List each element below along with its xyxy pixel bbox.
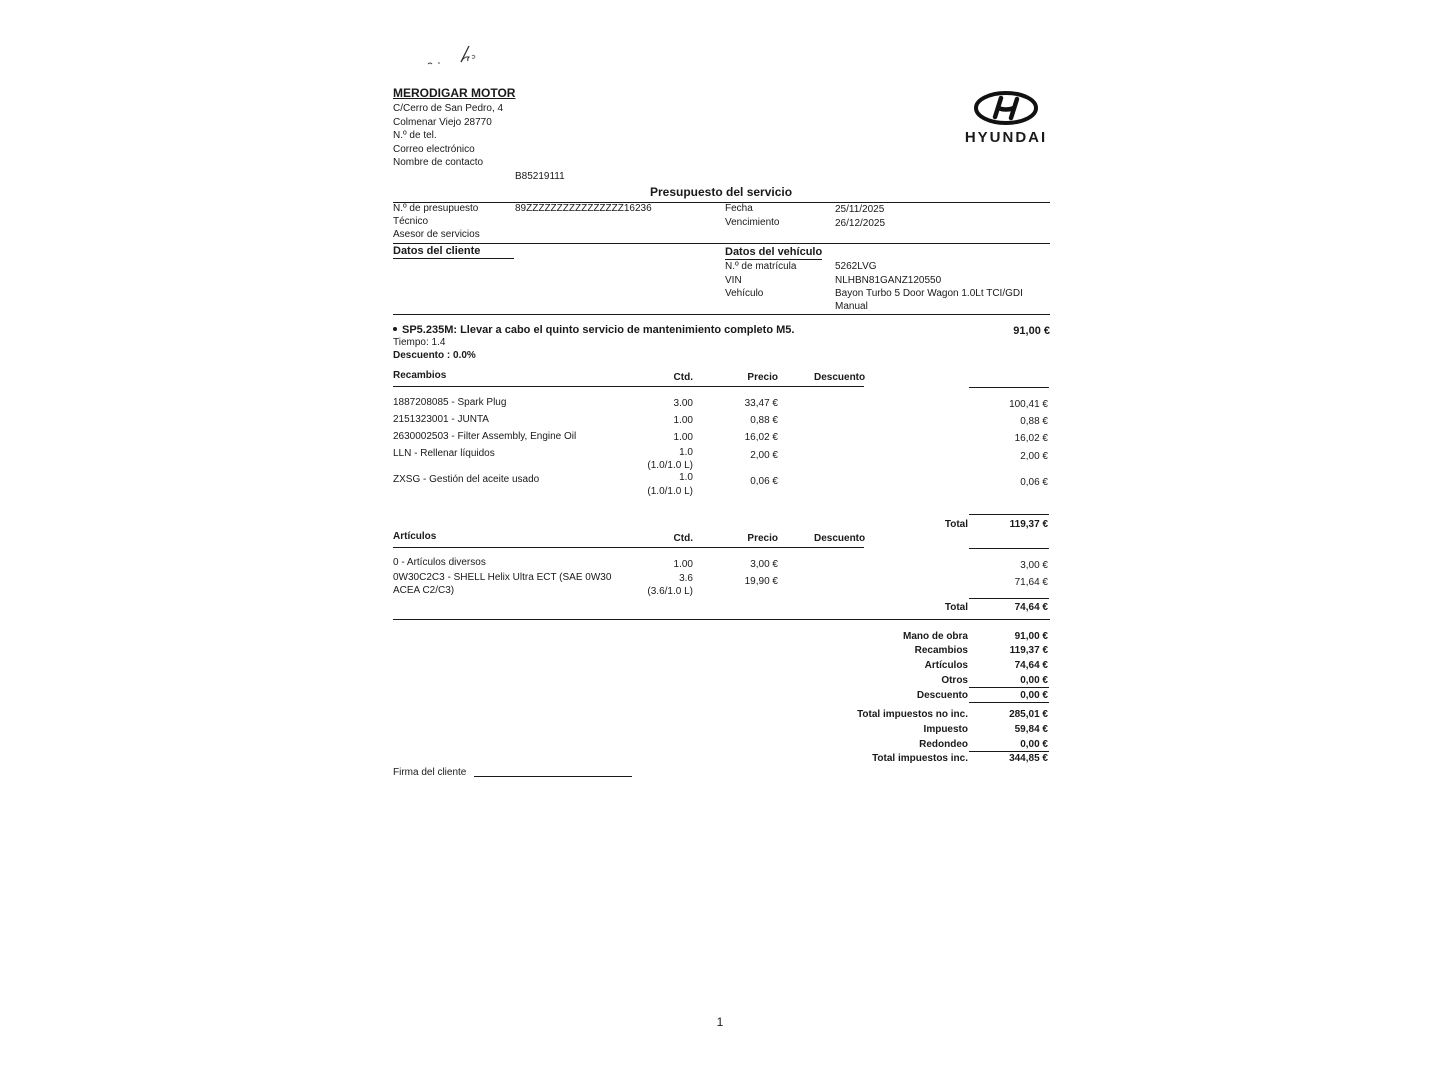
part-qty: 1.00 [673,432,693,443]
service-title [393,325,794,336]
divider [725,259,822,260]
hyundai-logo-icon [960,88,1052,128]
part-name: 1887208085 - Spark Plug [393,397,507,408]
summary-label: Recambios [914,645,968,656]
article-total: 3,00 € [1020,560,1048,571]
summary-label: Impuesto [923,724,968,735]
part-price: 0,06 € [750,476,778,487]
vehicle-transmission: Manual [835,301,868,312]
part-price: 33,47 € [744,398,778,409]
article-price: 3,00 € [750,559,778,570]
articles-header-qty: Ctd. [673,533,693,544]
service-price: 91,00 € [1013,325,1050,337]
company-address-line2: Colmenar Viejo 28770 [393,117,492,128]
summary-label: Mano de obra [902,631,968,642]
summary-value: 0,00 € [1020,690,1048,701]
document-title: Presupuesto del servicio [650,185,793,199]
parts-total-value: 119,37 € [1009,519,1048,530]
parts-header-price: Precio [747,372,778,383]
articles-total-value: 74,64 € [1014,602,1048,613]
summary-value: 91,00 € [1014,631,1048,642]
articles-total-label: Total [944,602,968,613]
divider [969,598,1049,599]
divider [969,387,1049,388]
vehicle-heading: Datos del vehículo [725,246,823,258]
divider [393,202,1050,203]
part-price: 16,02 € [744,432,778,443]
company-phone-label: N.º de tel. [393,130,437,141]
divider [393,258,514,259]
vin-value: NLHBN81GANZ120550 [835,275,942,286]
parts-header-qty: Ctd. [673,372,693,383]
divider [393,386,864,387]
part-qty: 1.0 [679,447,693,458]
advisor-label: Asesor de servicios [393,229,480,240]
company-name: MERODIGAR MOTOR [393,86,516,100]
part-total: 16,02 € [1014,433,1048,444]
quote-due-label: Vencimiento [725,217,780,228]
company-address-line1: C/Cerro de San Pedro, 4 [393,103,504,114]
article-name: 0W30C2C3 - SHELL Helix Ultra ECT (SAE 0W30 [393,572,612,583]
part-name: LLN - Rellenar líquidos [393,448,495,459]
summary-label: Otros [941,675,968,686]
articles-header-discount: Descuento [814,533,866,544]
article-name: 0 - Artículos diversos [393,557,486,568]
company-contact-label: Nombre de contacto [393,157,484,168]
technician-label: Técnico [393,216,429,227]
page-number: 1 [716,1015,724,1029]
client-heading: Datos del cliente [393,245,481,257]
parts-total-label: Total [944,519,968,530]
part-qty: 3.00 [673,398,693,409]
divider [393,243,1050,244]
part-price: 0,88 € [750,415,778,426]
part-qty-detail: (1.0/1.0 L) [647,486,693,497]
part-qty: 1.0 [679,472,693,483]
summary-value: 285,01 € [1009,709,1048,720]
part-total: 0,88 € [1020,416,1048,427]
articles-header-price: Precio [747,533,778,544]
quote-number-value: 89ZZZZZZZZZZZZZZZZ16236 [515,203,652,214]
plate-value: 5262LVG [835,261,877,272]
divider [969,514,1049,515]
summary-label: Descuento [916,690,968,701]
summary-value: 0,00 € [1020,739,1048,750]
parts-header-name: Recambios [393,370,447,381]
brand-name: HYUNDAI [964,129,1048,146]
divider [393,547,864,548]
handwritten-mark-icon [425,42,485,72]
vehicle-model: Bayon Turbo 5 Door Wagon 1.0Lt TCI/GDI [835,288,1023,299]
summary-label: Redondeo [919,739,968,750]
company-email-label: Correo electrónico [393,144,475,155]
divider [969,751,1049,752]
plate-label: N.º de matrícula [725,261,797,272]
article-total: 71,64 € [1014,577,1048,588]
divider [969,548,1049,549]
article-price: 19,90 € [744,576,778,587]
part-qty: 1.00 [673,415,693,426]
quote-date-value: 25/11/2025 [835,204,885,215]
summary-value: 119,37 € [1009,645,1048,656]
part-total: 100,41 € [1009,399,1048,410]
divider [393,314,1050,315]
quote-number-label: N.º de presupuesto [393,203,479,214]
vehicle-label: Vehículo [725,288,764,299]
divider [969,702,1049,703]
part-price: 2,00 € [750,450,778,461]
part-qty-detail: (1.0/1.0 L) [647,460,693,471]
service-discount: Descuento : 0.0% [393,350,476,361]
quote-date-label: Fecha [725,203,753,214]
part-total: 0,06 € [1020,477,1048,488]
company-tax-id: B85219111 [515,171,565,182]
signature-label: Firma del cliente [393,767,467,778]
divider [393,619,1050,620]
parts-header-discount: Descuento [814,372,866,383]
part-name: ZXSG - Gestión del aceite usado [393,474,540,485]
service-title-text: SP5.235M: Llevar a cabo el quinto servicio de mantenimiento completo M5. [402,324,795,336]
service-time: Tiempo: 1.4 [393,337,446,348]
article-qty: 3.6 [679,573,693,584]
divider [969,687,1049,688]
article-name-line2: ACEA C2/C3) [393,585,455,596]
summary-label: Total impuestos inc. [872,753,968,764]
signature-line [474,776,632,777]
summary-label: Artículos [924,660,968,671]
part-name: 2630002503 - Filter Assembly, Engine Oil [393,431,577,442]
summary-label: Total impuestos no inc. [857,709,968,720]
bullet-icon [393,327,397,331]
part-name: 2151323001 - JUNTA [393,414,489,425]
part-total: 2,00 € [1020,451,1048,462]
summary-value: 344,85 € [1009,753,1048,764]
brand-logo [960,88,1052,148]
summary-value: 0,00 € [1020,675,1048,686]
article-qty: 1.00 [673,559,693,570]
summary-value: 74,64 € [1014,660,1048,671]
articles-header-name: Artículos [393,531,437,542]
vin-label: VIN [725,275,742,286]
article-qty-detail: (3.6/1.0 L) [647,586,693,597]
quote-due-value: 26/12/2025 [835,218,886,229]
summary-value: 59,84 € [1014,724,1048,735]
